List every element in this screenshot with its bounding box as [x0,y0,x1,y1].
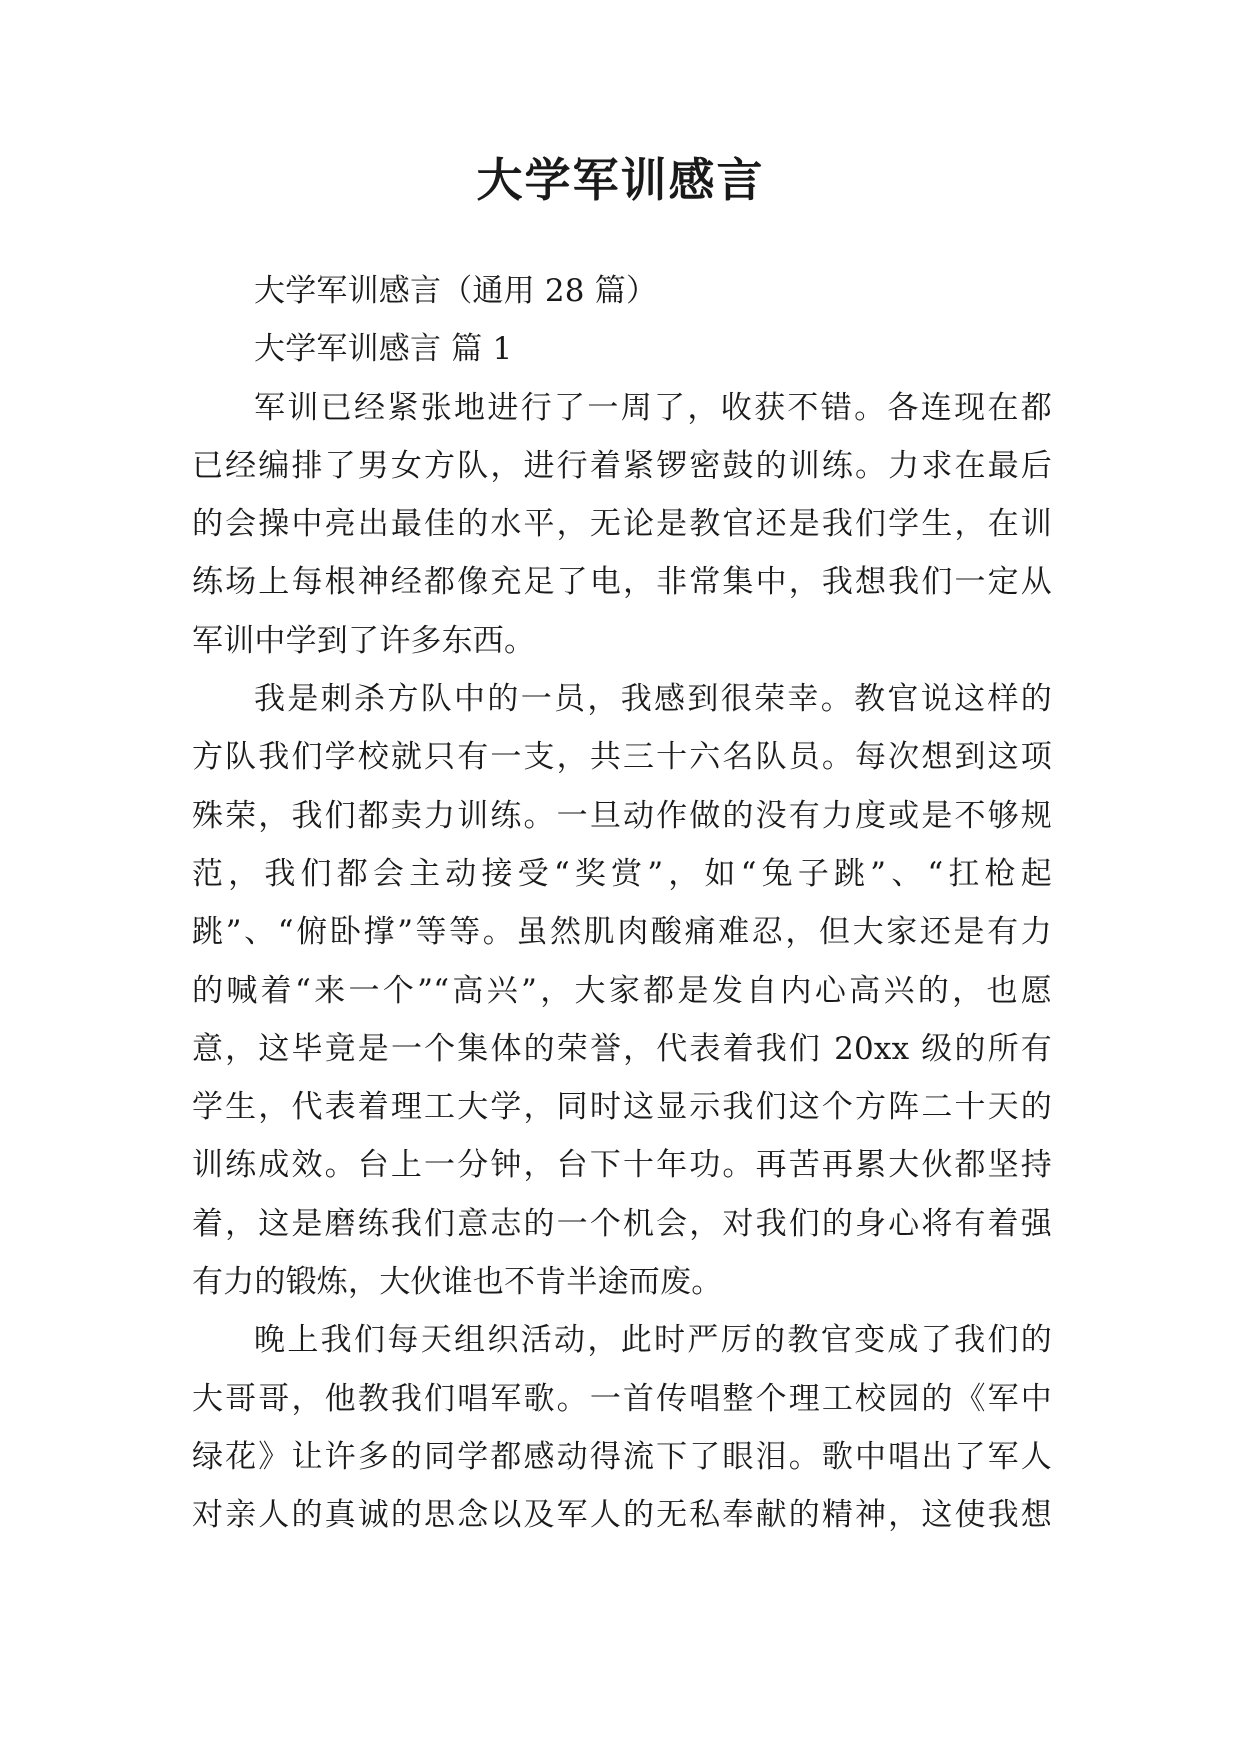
document-title: 大学军训感言 [476,153,765,207]
text-line: 晚上我们每天组织活动，此时严厉的教官变成了我们的 [254,1322,1052,1359]
text-line: 跳”、“俯卧撑”等等。虽然肌肉酸痛难忍，但大家还是有力 [192,914,1052,951]
text-line: 我是刺杀方队中的一员，我感到很荣幸。教官说这样的 [254,681,1052,718]
text-line: 军训中学到了许多东西。 [192,622,536,659]
text-line: 意，这毕竟是一个集体的荣誉，代表着我们 20xx 级的所有 [192,1030,1052,1067]
text-line: 范，我们都会主动接受“奖赏”，如“兔子跳”、“扛枪起 [192,855,1052,892]
text-line: 绿花》让许多的同学都感动得流下了眼泪。歌中唱出了军人 [192,1438,1052,1475]
document-body [192,262,1052,1545]
text-line: 已经编排了男女方队，进行着紧锣密鼓的训练。力求在最后 [192,447,1052,484]
text-line: 殊荣，我们都卖力训练。一旦动作做的没有力度或是不够规 [192,797,1052,834]
text-line: 军训已经紧张地进行了一周了，收获不错。各连现在都 [254,389,1052,426]
text-line: 大学军训感言（通用 28 篇） [254,273,658,309]
text-line: 有力的锻炼，大伙谁也不肯半途而废。 [192,1264,723,1301]
text-line: 练场上每根神经都像充足了电，非常集中，我想我们一定从 [192,564,1052,601]
text-line: 方队我们学校就只有一支，共三十六名队员。每次想到这项 [192,739,1052,776]
text-line: 学生，代表着理工大学，同时这显示我们这个方阵二十天的 [192,1089,1052,1126]
text-line: 训练成效。台上一分钟，台下十年功。再苦再累大伙都坚持 [192,1147,1052,1184]
text-line: 着，这是磨练我们意志的一个机会，对我们的身心将有着强 [192,1205,1052,1242]
text-line: 大哥哥，他教我们唱军歌。一首传唱整个理工校园的《军中 [192,1380,1052,1417]
text-line: 大学军训感言 篇 1 [254,331,513,368]
text-line: 对亲人的真诚的思念以及军人的无私奉献的精神，这使我想 [192,1497,1052,1534]
text-line: 的喊着“来一个”“高兴”，大家都是发自内心高兴的，也愿 [192,972,1052,1009]
text-line: 的会操中亮出最佳的水平，无论是教官还是我们学生，在训 [192,506,1052,543]
